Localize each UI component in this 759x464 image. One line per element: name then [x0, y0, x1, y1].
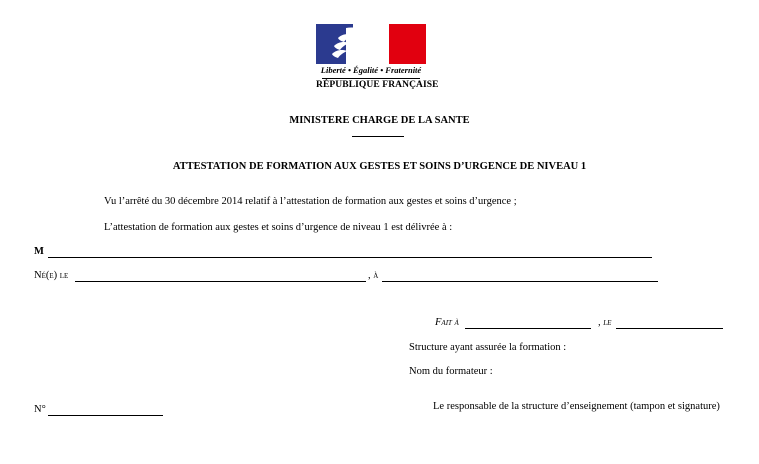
- ministry-divider: [352, 136, 404, 137]
- republic-logo: [316, 24, 439, 94]
- motto-divider: [322, 78, 420, 79]
- decree-reference: Vu l’arrêté du 30 décembre 2014 relatif à l’attestation de formation aux gestes et soins d’urgence ;: [104, 196, 517, 207]
- birth-place-line[interactable]: [382, 281, 658, 282]
- done-on-line[interactable]: [616, 328, 723, 329]
- recipient-label: M: [34, 246, 44, 257]
- recipient-name-line[interactable]: [48, 257, 652, 258]
- responsible-signature-label: Le responsable de la structure d’enseignement (tampon et signature): [433, 401, 720, 412]
- ministry-title: MINISTERE CHARGE DE LA SANTE: [289, 115, 470, 126]
- republic-name: RÉPUBLIQUE FRANÇAISE: [316, 80, 439, 90]
- certificate-number-line[interactable]: [48, 415, 163, 416]
- done-at-line[interactable]: [465, 328, 591, 329]
- document-title: ATTESTATION DE FORMATION AUX GESTES ET SOINS D’URGENCE DE NIVEAU 1: [172, 161, 587, 172]
- delivery-statement: L’attestation de formation aux gestes et soins d’urgence de niveau 1 est délivrée à :: [104, 222, 453, 233]
- done-at-label: [435, 317, 459, 328]
- marianne-flag-icon: [316, 24, 426, 64]
- training-structure-label: Structure ayant assurée la formation :: [409, 342, 567, 353]
- birth-date-label-initial: N: [34, 270, 42, 281]
- birth-date-line[interactable]: [75, 281, 366, 282]
- trainer-name-label: Nom du formateur :: [409, 366, 493, 377]
- birth-date-label: [34, 270, 68, 281]
- birth-date-label-rest: é(e) le: [41, 270, 69, 281]
- done-at-label-rest: ait à: [441, 317, 459, 328]
- done-on-label: , le: [598, 317, 612, 328]
- birth-place-label: , à: [368, 270, 379, 281]
- done-at-label-initial: F: [435, 317, 442, 328]
- motto: Liberté • Égalité • Fraternité: [320, 65, 422, 75]
- certificate-number-label: N°: [34, 404, 46, 415]
